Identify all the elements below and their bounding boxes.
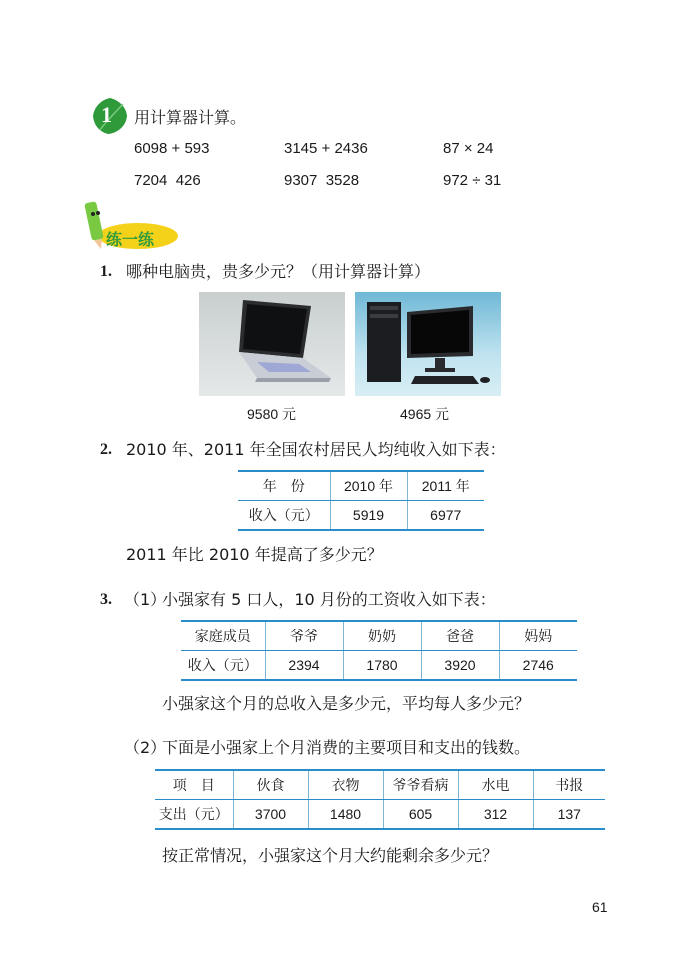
table-cell: 1480 (308, 800, 383, 830)
table-header: 2010 年 (330, 471, 407, 501)
example-instruction: 用计算器计算。 (134, 108, 247, 127)
table-header: 爸爸 (421, 621, 499, 651)
family-income-table (181, 620, 577, 681)
income-table-2010-2011 (238, 470, 484, 531)
table-header: 爷爷看病 (383, 770, 458, 800)
laptop-image (199, 292, 345, 396)
practice-badge (76, 196, 180, 252)
table-cell: 支出（元） (155, 800, 233, 830)
question-text: 小强家有 5 口人，10 月份的工资收入如下表： (162, 590, 496, 609)
question-text: 哪种电脑贵，贵多少元？（用计算器计算） (126, 262, 431, 281)
table-cell: 5919 (330, 501, 407, 531)
leaf-number-badge (90, 96, 130, 136)
question-followup: 2011 年比 2010 年提高了多少元？ (126, 545, 383, 564)
table-header: 爷爷 (265, 621, 343, 651)
table-cell: 6977 (407, 501, 484, 531)
table-cell: 312 (458, 800, 533, 830)
problem: 7204 426 (134, 172, 201, 189)
table-header: 年 份 (238, 471, 330, 501)
table-header: 项 目 (155, 770, 233, 800)
table-header: 2011 年 (407, 471, 484, 501)
table-cell: 3920 (421, 651, 499, 681)
table-cell: 收入（元） (238, 501, 330, 531)
table-header: 伙食 (233, 770, 308, 800)
question-text: 2010 年、2011 年全国农村居民人均纯收入如下表： (126, 440, 506, 459)
part-label: （1） (124, 590, 167, 609)
table-cell: 2394 (265, 651, 343, 681)
family-expense-table (155, 769, 605, 830)
question-number: 3. (100, 591, 112, 608)
badge-number: 1 (101, 102, 112, 127)
table-header: 书报 (533, 770, 605, 800)
question-followup: 小强家这个月的总收入是多少元，平均每人多少元？ (162, 694, 531, 713)
pencil-icon (84, 201, 104, 250)
question-text: 下面是小强家上个月消费的主要项目和支出的钱数。 (162, 738, 531, 757)
table-cell: 3700 (233, 800, 308, 830)
table-cell: 收入（元） (181, 651, 265, 681)
part-label: （2） (124, 738, 167, 757)
question-number: 2. (100, 441, 112, 458)
table-cell: 1780 (343, 651, 421, 681)
problem: 3145 + 2436 (284, 140, 368, 157)
table-header: 奶奶 (343, 621, 421, 651)
practice-label: 练一练 (106, 230, 155, 249)
table-header: 家庭成员 (181, 621, 265, 651)
table-cell: 605 (383, 800, 458, 830)
question-number: 1. (100, 263, 112, 280)
table-header: 妈妈 (499, 621, 577, 651)
desktop-image (355, 292, 501, 396)
page-number: 61 (592, 899, 608, 915)
table-cell: 2746 (499, 651, 577, 681)
question-followup: 按正常情况，小强家这个月大约能剩余多少元？ (162, 846, 499, 865)
desktop-price: 4965 元 (400, 406, 450, 422)
table-header: 衣物 (308, 770, 383, 800)
problem: 6098 + 593 (134, 140, 210, 157)
laptop-price: 9580 元 (247, 406, 297, 422)
problem: 9307 3528 (284, 172, 360, 189)
table-header: 水电 (458, 770, 533, 800)
problem: 87 × 24 (443, 140, 494, 157)
table-cell: 137 (533, 800, 605, 830)
problem: 972 ÷ 31 (443, 172, 502, 189)
